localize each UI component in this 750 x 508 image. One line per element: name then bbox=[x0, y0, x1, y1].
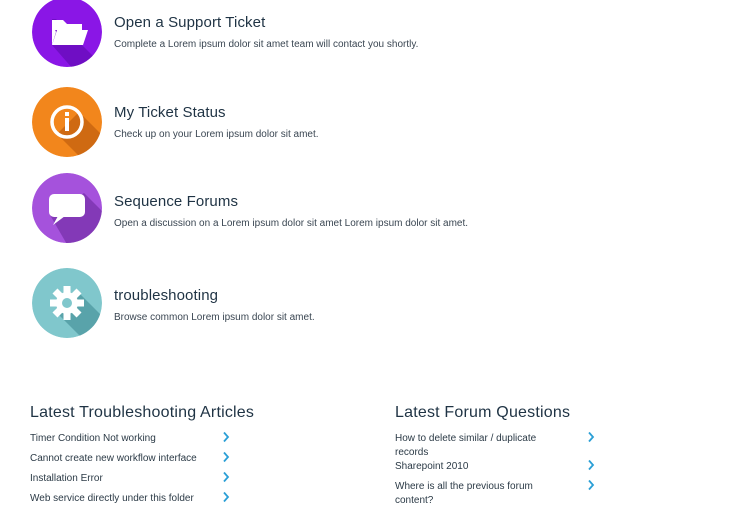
service-description: Check up on your Lorem ipsum dolor sit amet. bbox=[114, 129, 319, 140]
article-title[interactable]: Timer Condition Not working bbox=[30, 433, 156, 444]
chevron-right-icon[interactable] bbox=[222, 451, 230, 463]
service-troubleshooting[interactable] bbox=[32, 268, 722, 338]
article-link[interactable] bbox=[30, 452, 230, 466]
chevron-right-icon[interactable] bbox=[222, 491, 230, 503]
chevron-right-icon[interactable] bbox=[587, 479, 595, 491]
article-link[interactable] bbox=[30, 432, 230, 446]
chevron-right-icon[interactable] bbox=[222, 471, 230, 483]
forum-question-title[interactable]: How to delete similar / duplicate records bbox=[395, 433, 537, 458]
service-title[interactable]: Open a Support Ticket bbox=[114, 14, 266, 31]
latest-forum-section bbox=[395, 404, 595, 506]
chevron-right-icon[interactable] bbox=[587, 459, 595, 471]
forum-question-title[interactable]: Sharepoint 2010 bbox=[395, 461, 469, 472]
article-title[interactable]: Web service directly under this folder bbox=[30, 493, 194, 504]
service-support-ticket[interactable] bbox=[32, 0, 722, 67]
gear-icon[interactable] bbox=[32, 268, 102, 338]
service-title[interactable]: Sequence Forums bbox=[114, 193, 239, 210]
forum-question-link[interactable] bbox=[395, 460, 595, 474]
article-title[interactable]: Installation Error bbox=[30, 473, 103, 484]
info-icon[interactable] bbox=[32, 87, 102, 157]
service-description: Complete a Lorem ipsum dolor sit amet team will contact you shortly. bbox=[114, 39, 419, 50]
chevron-right-icon[interactable] bbox=[587, 431, 595, 443]
service-ticket-status[interactable] bbox=[32, 87, 722, 157]
speech-bubble-icon[interactable] bbox=[32, 173, 102, 243]
service-forums[interactable] bbox=[32, 173, 722, 243]
forum-question-title[interactable]: Where is all the previous forum content? bbox=[395, 481, 533, 506]
article-link[interactable] bbox=[30, 472, 230, 486]
service-description: Browse common Lorem ipsum dolor sit amet. bbox=[114, 312, 315, 323]
article-title[interactable]: Cannot create new workflow interface bbox=[30, 453, 197, 464]
latest-articles-section bbox=[30, 404, 255, 504]
article-link[interactable] bbox=[30, 492, 230, 506]
service-title[interactable]: troubleshooting bbox=[114, 287, 219, 304]
chevron-right-icon[interactable] bbox=[222, 431, 230, 443]
forum-question-link[interactable] bbox=[395, 432, 595, 460]
service-title[interactable]: My Ticket Status bbox=[114, 104, 226, 121]
service-description: Open a discussion on a Lorem ipsum dolor sit amet Lorem ipsum dolor sit amet. bbox=[114, 218, 469, 229]
section-heading: Latest Forum Questions bbox=[395, 404, 571, 421]
section-heading: Latest Troubleshooting Articles bbox=[30, 404, 255, 421]
forum-question-link[interactable] bbox=[395, 480, 595, 508]
folder-icon[interactable] bbox=[32, 0, 102, 67]
